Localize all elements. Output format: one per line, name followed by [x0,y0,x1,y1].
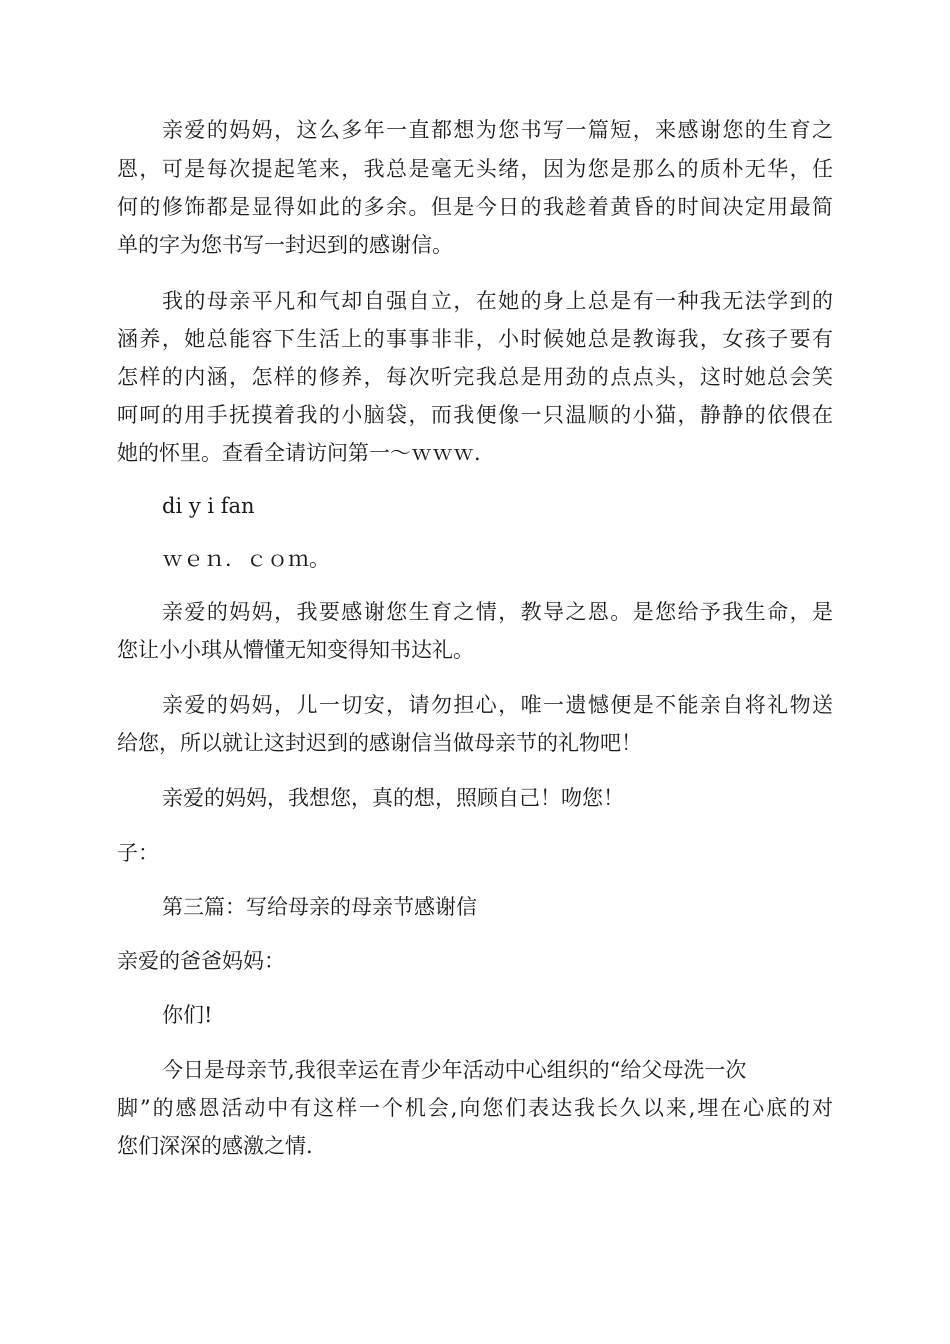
paragraph-1-line-2: 恩，可是每次提起笔来，我总是毫无头绪，因为您是那么的质朴无华，任 [117,157,833,181]
paragraph-3-line-1: 亲爱的妈妈，我要感谢您生育之情，教导之恩。是您给予我生命，是 [162,600,833,624]
salutation: 亲爱的爸爸妈妈： [117,949,285,973]
greeting: 你们! [162,1003,213,1027]
paragraph-1-line-4: 单的字为您书写一封迟到的感谢信。 [117,233,453,257]
signature-line: 子： [117,841,159,865]
paragraph-2-line-5: 她的怀里。查看全请访问第一～ｗｗｗ. [117,441,481,465]
paragraph-2-line-4: 呵呵的用手抚摸着我的小脑袋，而我便像一只温顺的小猫，静静的依偎在 [117,403,833,427]
url-fragment-1: di y i fan [162,494,255,518]
paragraph-3-line-2: 您让小小琪从懵懂无知变得知书达礼。 [117,638,474,662]
url-fragment-2: ｗｅｎ．ｃｏｍ。 [162,547,330,571]
paragraph-6-line-3: 您们深深的感激之情. [117,1134,313,1158]
paragraph-4-line-1: 亲爱的妈妈，儿一切安，请勿担心，唯一遗憾便是不能亲自将礼物送 [162,693,833,717]
paragraph-6-line-2: 脚”的感恩活动中有这样一个机会,向您们表达我长久以来,埋在心底的对 [117,1096,833,1120]
paragraph-2-line-2: 涵养，她总能容下生活上的事事非非，小时候她总是教诲我，女孩子要有 [117,327,833,351]
paragraph-1-line-1: 亲爱的妈妈，这么多年一直都想为您书写一篇短，来感谢您的生育之 [162,118,833,142]
paragraph-1-line-3: 何的修饰都是显得如此的多余。但是今日的我趁着黄昏的时间决定用最简 [117,195,833,219]
paragraph-2-line-3: 怎样的内涵，怎样的修养，每次听完我总是用劲的点点头，这时她总会笑 [117,365,833,389]
paragraph-4-line-2: 给您，所以就让这封迟到的感谢信当做母亲节的礼物吧！ [117,731,642,755]
section-heading: 第三篇：写给母亲的母亲节感谢信 [162,895,477,919]
paragraph-2-line-1: 我的母亲平凡和气却自强自立，在她的身上总是有一种我无法学到的 [162,289,833,313]
paragraph-6-line-1: 今日是母亲节,我很幸运在青少年活动中心组织的“给父母洗一次 [162,1058,747,1082]
paragraph-5-line-1: 亲爱的妈妈，我想您，真的想，照顾自己！吻您！ [162,786,624,810]
